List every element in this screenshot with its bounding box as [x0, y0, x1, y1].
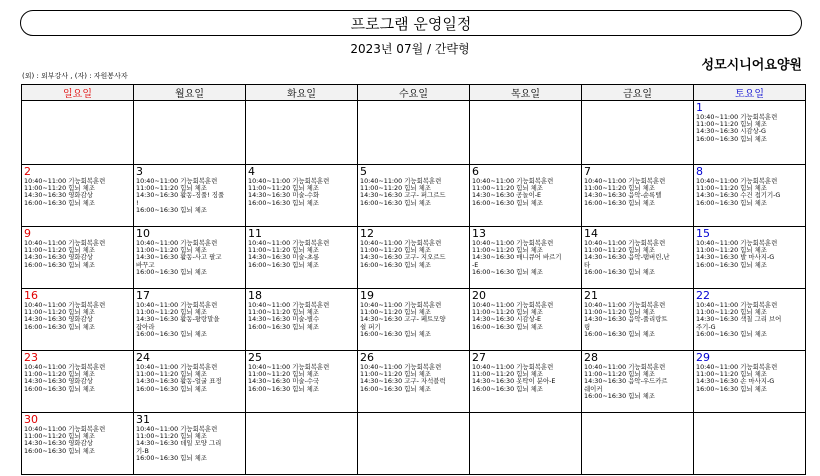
- schedule-entry: 주기-G: [696, 322, 716, 331]
- schedule-entry: 10:40~11:00 기능회복훈련: [360, 301, 442, 309]
- schedule-entry: 14:30~16:30 고구- 자석블럭: [360, 377, 446, 386]
- schedule-entry: 16:00~16:30 힘뇌 체조: [24, 446, 95, 455]
- schedule-entry: 11:00~11:20 힘뇌 체조: [24, 432, 95, 441]
- day-number: 12: [360, 227, 374, 240]
- schedule-entry: 10:40~11:00 기능회복훈련: [248, 363, 330, 371]
- schedule-entry: 11:00~11:20 힘뇌 체조: [472, 184, 543, 193]
- schedule-entry: 11:00~11:20 힘뇌 체조: [248, 370, 319, 379]
- weekday-monday: 월요일: [134, 85, 246, 101]
- calendar-day-cell: [22, 227, 134, 289]
- schedule-entry: 14:30~16:30 미술-수화: [248, 191, 320, 200]
- schedule-entry: 11:00~11:20 힘뇌 체조: [136, 184, 207, 193]
- calendar-empty-cell: [358, 413, 470, 475]
- schedule-entry: 14:30~16:30 음악-순록텔: [584, 191, 662, 200]
- schedule-entry: 14:30~16:30 영화감상: [24, 191, 93, 200]
- schedule-entry: 14:30~16:30 고구- 페트모양: [360, 315, 446, 324]
- schedule-entry: 14:30~16:30 영화감상: [24, 377, 93, 386]
- schedule-entry: 14:30~16:30 음악-풀리랑트: [584, 315, 668, 324]
- schedule-entry: 14:30~16:30 미술-수국: [248, 377, 320, 386]
- calendar-day-cell: [582, 289, 694, 351]
- weekday-wednesday: 수요일: [358, 85, 470, 101]
- schedule-entry: 14:30~16:30 미술-별수: [248, 315, 320, 324]
- calendar-day-cell: [470, 165, 582, 227]
- schedule-entry: 10:40~11:00 기능회복훈련: [584, 363, 666, 371]
- calendar-empty-cell: [694, 413, 806, 475]
- calendar-day-cell: [694, 227, 806, 289]
- schedule-entry: 10:40~11:00 기능회복훈련: [696, 239, 778, 247]
- calendar-day-cell: [358, 165, 470, 227]
- schedule-entry: 11:00~11:20 힘뇌 체조: [24, 184, 95, 193]
- schedule-entry: 11:00~11:20 힘뇌 체조: [24, 370, 95, 379]
- calendar-day-cell: [358, 351, 470, 413]
- schedule-entry: 14:30~16:30 영화감상: [24, 253, 93, 262]
- schedule-entry: 14:30~16:30 매니큐어 바르기: [472, 253, 562, 262]
- day-number: 31: [136, 413, 150, 426]
- schedule-entry: 10:40~11:00 기능회복훈련: [24, 425, 106, 433]
- legend-note: (외) : 외부강사 , (자) : 자원봉사자: [22, 72, 128, 80]
- schedule-entry: 14:30~16:30 미술-초롱: [248, 253, 320, 262]
- day-number: 19: [360, 289, 374, 302]
- schedule-entry: 10:40~11:00 기능회복훈련: [248, 301, 330, 309]
- calendar-empty-cell: [470, 101, 582, 165]
- day-number: 1: [696, 101, 703, 114]
- schedule-entry: 쉐이커: [584, 384, 603, 393]
- calendar-empty-cell: [246, 413, 358, 475]
- day-number: 14: [584, 227, 598, 240]
- schedule-entry: 11:00~11:20 힘뇌 체조: [696, 184, 767, 193]
- schedule-entry: 16:00~16:30 힘뇌 체조: [136, 267, 207, 276]
- schedule-entry: 16:00~16:30 힘뇌 체조: [360, 260, 431, 269]
- calendar-day-cell: [470, 227, 582, 289]
- schedule-entry: 16:00~16:30 힘뇌 체조: [472, 322, 543, 331]
- schedule-entry: 16:00~16:30 힘뇌 체조: [472, 267, 543, 276]
- schedule-entry: 11:00~11:20 힘뇌 체조: [472, 246, 543, 255]
- schedule-entry: 16:00~16:30 힘뇌 체조: [136, 453, 207, 462]
- schedule-entry: 16:00~16:30 힘뇌 체조: [360, 198, 431, 207]
- day-number: 28: [584, 351, 598, 364]
- calendar-week-row: [22, 413, 806, 475]
- day-number: 29: [696, 351, 710, 364]
- schedule-entry: 11:00~11:20 힘뇌 체조: [248, 184, 319, 193]
- schedule-entry: 16:00~16:30 힘뇌 체조: [248, 384, 319, 393]
- schedule-entry: 10:40~11:00 기능회복훈련: [584, 239, 666, 247]
- schedule-entry: 타: [584, 260, 591, 269]
- schedule-entry: 16:00~16:30 힘뇌 체조: [584, 198, 655, 207]
- schedule-entry: 14:30~16:30 활동-얼굴 표정: [136, 377, 222, 386]
- day-number: 8: [696, 165, 703, 178]
- calendar-empty-cell: [246, 101, 358, 165]
- schedule-entry: 14:30~16:30 음악-탬버린,난: [584, 253, 670, 262]
- schedule-entry: 11:00~11:20 힘뇌 체조: [24, 246, 95, 255]
- schedule-entry: 14:30~16:30 영화감상: [24, 439, 93, 448]
- calendar-day-cell: [22, 165, 134, 227]
- schedule-entry: 잡아라: [136, 322, 155, 331]
- calendar-day-cell: [134, 165, 246, 227]
- schedule-entry: 14:30~16:30 손 마사지-G: [696, 377, 775, 386]
- calendar-week-row: [22, 351, 806, 413]
- schedule-entry: 16:00~16:30 힘뇌 체조: [360, 329, 431, 338]
- schedule-entry: 11:00~11:20 힘뇌 체조: [136, 370, 207, 379]
- calendar-day-cell: [470, 351, 582, 413]
- day-number: 2: [24, 165, 31, 178]
- schedule-entry: 16:00~16:30 힘뇌 체조: [584, 267, 655, 276]
- schedule-entry: 14:30~16:30 데일 모양 그리: [136, 439, 222, 448]
- day-number: 11: [248, 227, 262, 240]
- calendar-empty-cell: [22, 101, 134, 165]
- schedule-entry: 16:00~16:30 힘뇌 체조: [24, 384, 95, 393]
- schedule-entry: 10:40~11:00 기능회복훈련: [136, 301, 218, 309]
- weekday-header-row: [22, 85, 806, 101]
- schedule-entry: 10:40~11:00 기능회복훈련: [696, 113, 778, 121]
- schedule-entry: 11:00~11:20 힘뇌 체조: [472, 308, 543, 317]
- schedule-entry: 기-B: [136, 446, 149, 455]
- schedule-entry: 10:40~11:00 기능회복훈련: [360, 177, 442, 185]
- schedule-entry: 11:00~11:20 힘뇌 체조: [696, 308, 767, 317]
- calendar-day-cell: [246, 165, 358, 227]
- schedule-entry: 11:00~11:20 힘뇌 체조: [248, 308, 319, 317]
- schedule-entry: 10:40~11:00 기능회복훈련: [584, 301, 666, 309]
- calendar-day-cell: [22, 413, 134, 475]
- calendar-empty-cell: [134, 101, 246, 165]
- day-number: 23: [24, 351, 38, 364]
- schedule-entry: 10:40~11:00 기능회복훈련: [24, 301, 106, 309]
- calendar-empty-cell: [582, 413, 694, 475]
- calendar-day-cell: [134, 289, 246, 351]
- weekday-tuesday: 화요일: [246, 85, 358, 101]
- schedule-entry: 16:00~16:30 힘뇌 체조: [248, 198, 319, 207]
- schedule-entry: 10:40~11:00 기능회복훈련: [136, 239, 218, 247]
- schedule-entry: -E: [472, 260, 479, 269]
- schedule-entry: 16:00~16:30 힘뇌 체조: [136, 329, 207, 338]
- calendar-day-cell: [358, 289, 470, 351]
- schedule-entry: 16:00~16:30 힘뇌 체조: [248, 260, 319, 269]
- page-title: 프로그램 운영일정: [20, 10, 802, 36]
- schedule-entry: 10:40~11:00 기능회복훈련: [248, 177, 330, 185]
- schedule-entry: 10:40~11:00 기능회복훈련: [248, 239, 330, 247]
- calendar-week-row: [22, 101, 806, 165]
- schedule-entry: 11:00~11:20 힘뇌 체조: [24, 308, 95, 317]
- calendar-day-cell: [22, 289, 134, 351]
- schedule-entry: 11:00~11:20 힘뇌 체조: [584, 246, 655, 255]
- day-number: 26: [360, 351, 374, 364]
- day-number: 5: [360, 165, 367, 178]
- calendar-day-cell: [22, 351, 134, 413]
- schedule-entry: 16:00~16:30 힘뇌 체조: [472, 198, 543, 207]
- calendar-empty-cell: [470, 413, 582, 475]
- schedule-entry: 11:00~11:20 힘뇌 체조: [360, 370, 431, 379]
- schedule-entry: 10:40~11:00 기능회복훈련: [696, 301, 778, 309]
- schedule-entry: 14:30~16:30 옷딱이 분아-E: [472, 377, 556, 386]
- schedule-entry: 14:30~16:30 시감상-G: [696, 127, 766, 136]
- day-number: 25: [248, 351, 262, 364]
- schedule-entry: 14:30~16:30 발 마사지-G: [696, 253, 775, 262]
- calendar-day-cell: [582, 227, 694, 289]
- schedule-entry: 16:00~16:30 힘뇌 체조: [472, 384, 543, 393]
- schedule-entry: 14:30~16:30 영화감상: [24, 315, 93, 324]
- calendar-day-cell: [246, 351, 358, 413]
- schedule-entry: 10:40~11:00 기능회복훈련: [472, 301, 554, 309]
- schedule-entry: 14:30~16:30 공놀이-E: [472, 191, 542, 200]
- schedule-entry: 10:40~11:00 기능회복훈련: [24, 239, 106, 247]
- schedule-entry: 16:00~16:30 힘뇌 체조: [584, 329, 655, 338]
- schedule-entry: 16:00~16:30 힘뇌 체조: [360, 384, 431, 393]
- schedule-entry: 14:30~16:30 활동-징풀! 징풀: [136, 191, 225, 200]
- calendar-week-row: [22, 165, 806, 227]
- schedule-entry: 14:30~16:30 시감상-E: [472, 315, 542, 324]
- schedule-entry: !: [136, 198, 139, 207]
- schedule-entry: 10:40~11:00 기능회복훈련: [360, 239, 442, 247]
- calendar-day-cell: [358, 227, 470, 289]
- schedule-entry: 11:00~11:20 힘뇌 체조: [248, 246, 319, 255]
- calendar-empty-cell: [358, 101, 470, 165]
- day-number: 27: [472, 351, 486, 364]
- day-number: 18: [248, 289, 262, 302]
- schedule-entry: 쉴 퍼기: [360, 322, 381, 331]
- calendar-table: [21, 84, 806, 475]
- calendar-day-cell: [582, 351, 694, 413]
- schedule-entry: 바꾸고: [136, 260, 155, 269]
- schedule-entry: 16:00~16:30 힘뇌 체조: [136, 384, 207, 393]
- schedule-entry: 16:00~16:30 힘뇌 체조: [696, 260, 767, 269]
- weekday-thursday: 목요일: [470, 85, 582, 101]
- schedule-entry: 10:40~11:00 기능회복훈련: [136, 363, 218, 371]
- calendar-day-cell: [470, 289, 582, 351]
- schedule-entry: 11:00~11:20 힘뇌 체조: [360, 308, 431, 317]
- schedule-entry: 16:00~16:30 힘뇌 체조: [696, 198, 767, 207]
- day-number: 13: [472, 227, 486, 240]
- schedule-entry: 10:40~11:00 기능회복훈련: [360, 363, 442, 371]
- day-number: 17: [136, 289, 150, 302]
- weekday-sunday: 일요일: [22, 85, 134, 101]
- schedule-entry: 16:00~16:30 힘뇌 체조: [24, 198, 95, 207]
- schedule-entry: 16:00~16:30 힘뇌 체조: [248, 322, 319, 331]
- schedule-entry: 16:00~16:30 힘뇌 체조: [24, 322, 95, 331]
- schedule-entry: 16:00~16:30 힘뇌 체조: [696, 329, 767, 338]
- schedule-entry: 11:00~11:20 힘뇌 체조: [584, 308, 655, 317]
- schedule-entry: 14:30~16:30 고구- 퍼그르드: [360, 191, 446, 200]
- schedule-entry: 14:30~16:30 고구- 지오르드: [360, 253, 446, 262]
- organization-name: 성모시니어요양원: [701, 58, 802, 73]
- day-number: 6: [472, 165, 479, 178]
- day-number: 4: [248, 165, 255, 178]
- schedule-entry: 11:00~11:20 힘뇌 체조: [360, 246, 431, 255]
- page-subtitle: 2023년 07월 / 간략형: [350, 42, 470, 56]
- calendar-body: [22, 101, 806, 475]
- schedule-entry: 16:00~16:30 힘뇌 체조: [696, 384, 767, 393]
- schedule-entry: 10:40~11:00 기능회복훈련: [472, 239, 554, 247]
- schedule-entry: 11:00~11:20 힘뇌 체조: [584, 370, 655, 379]
- schedule-entry: 10:40~11:00 기능회복훈련: [584, 177, 666, 185]
- schedule-entry: 11:00~11:20 힘뇌 체조: [696, 370, 767, 379]
- day-number: 21: [584, 289, 598, 302]
- schedule-entry: 11:00~11:20 힘뇌 체조: [696, 246, 767, 255]
- calendar-week-row: [22, 289, 806, 351]
- day-number: 30: [24, 413, 38, 426]
- schedule-entry: 16:00~16:30 힘뇌 체조: [696, 134, 767, 143]
- schedule-entry: 11:00~11:20 힘뇌 체조: [136, 246, 207, 255]
- schedule-entry: 11:00~11:20 힘뇌 체조: [136, 432, 207, 441]
- schedule-entry: 11:00~11:20 힘뇌 체조: [360, 184, 431, 193]
- day-number: 16: [24, 289, 38, 302]
- calendar-day-cell: [134, 351, 246, 413]
- schedule-entry: 11:00~11:20 힘뇌 체조: [472, 370, 543, 379]
- schedule-entry: 10:40~11:00 기능회복훈련: [24, 177, 106, 185]
- calendar-day-cell: [694, 289, 806, 351]
- calendar-empty-cell: [582, 101, 694, 165]
- schedule-entry: 10:40~11:00 기능회복훈련: [24, 363, 106, 371]
- schedule-entry: 10:40~11:00 기능회복훈련: [136, 177, 218, 185]
- calendar-day-cell: [694, 101, 806, 165]
- day-number: 3: [136, 165, 143, 178]
- day-number: 22: [696, 289, 710, 302]
- schedule-entry: 10:40~11:00 기능회복훈련: [472, 363, 554, 371]
- schedule-entry: 11:00~11:20 힘뇌 체조: [584, 184, 655, 193]
- schedule-entry: 14:30~16:30 수건 접기기-G: [696, 191, 781, 200]
- weekday-saturday: 토요일: [694, 85, 806, 101]
- schedule-entry: 10:40~11:00 기능회복훈련: [472, 177, 554, 185]
- day-number: 9: [24, 227, 31, 240]
- day-number: 24: [136, 351, 150, 364]
- calendar-day-cell: [694, 351, 806, 413]
- calendar-day-cell: [134, 413, 246, 475]
- day-number: 10: [136, 227, 150, 240]
- schedule-entry: 11:00~11:20 힘뇌 체조: [136, 308, 207, 317]
- calendar-day-cell: [246, 227, 358, 289]
- schedule-entry: 10:40~11:00 기능회복훈련: [136, 425, 218, 433]
- schedule-entry: 16:00~16:30 힘뇌 체조: [584, 391, 655, 400]
- schedule-entry: 16:00~16:30 힘뇌 체조: [24, 260, 95, 269]
- calendar-day-cell: [246, 289, 358, 351]
- calendar-week-row: [22, 227, 806, 289]
- day-number: 20: [472, 289, 486, 302]
- day-number: 7: [584, 165, 591, 178]
- schedule-entry: 10:40~11:00 기능회복훈련: [696, 177, 778, 185]
- schedule-entry: 14:30~16:30 활동-왕랑말을: [136, 315, 220, 324]
- schedule-entry: 16:00~16:30 힘뇌 체조: [136, 205, 207, 214]
- schedule-entry: 14:30~16:30 활동-사고 팔고: [136, 253, 222, 262]
- schedule-entry: 링: [584, 322, 591, 331]
- schedule-entry: 11:00~11:20 힘뇌 체조: [696, 120, 767, 129]
- calendar-day-cell: [582, 165, 694, 227]
- weekday-friday: 금요일: [582, 85, 694, 101]
- schedule-entry: 14:30~16:30 색칠 그리 브어: [696, 315, 782, 324]
- day-number: 15: [696, 227, 710, 240]
- schedule-entry: 14:30~16:30 음악-우드카르: [584, 377, 668, 386]
- calendar-day-cell: [134, 227, 246, 289]
- schedule-entry: 10:40~11:00 기능회복훈련: [696, 363, 778, 371]
- calendar-day-cell: [694, 165, 806, 227]
